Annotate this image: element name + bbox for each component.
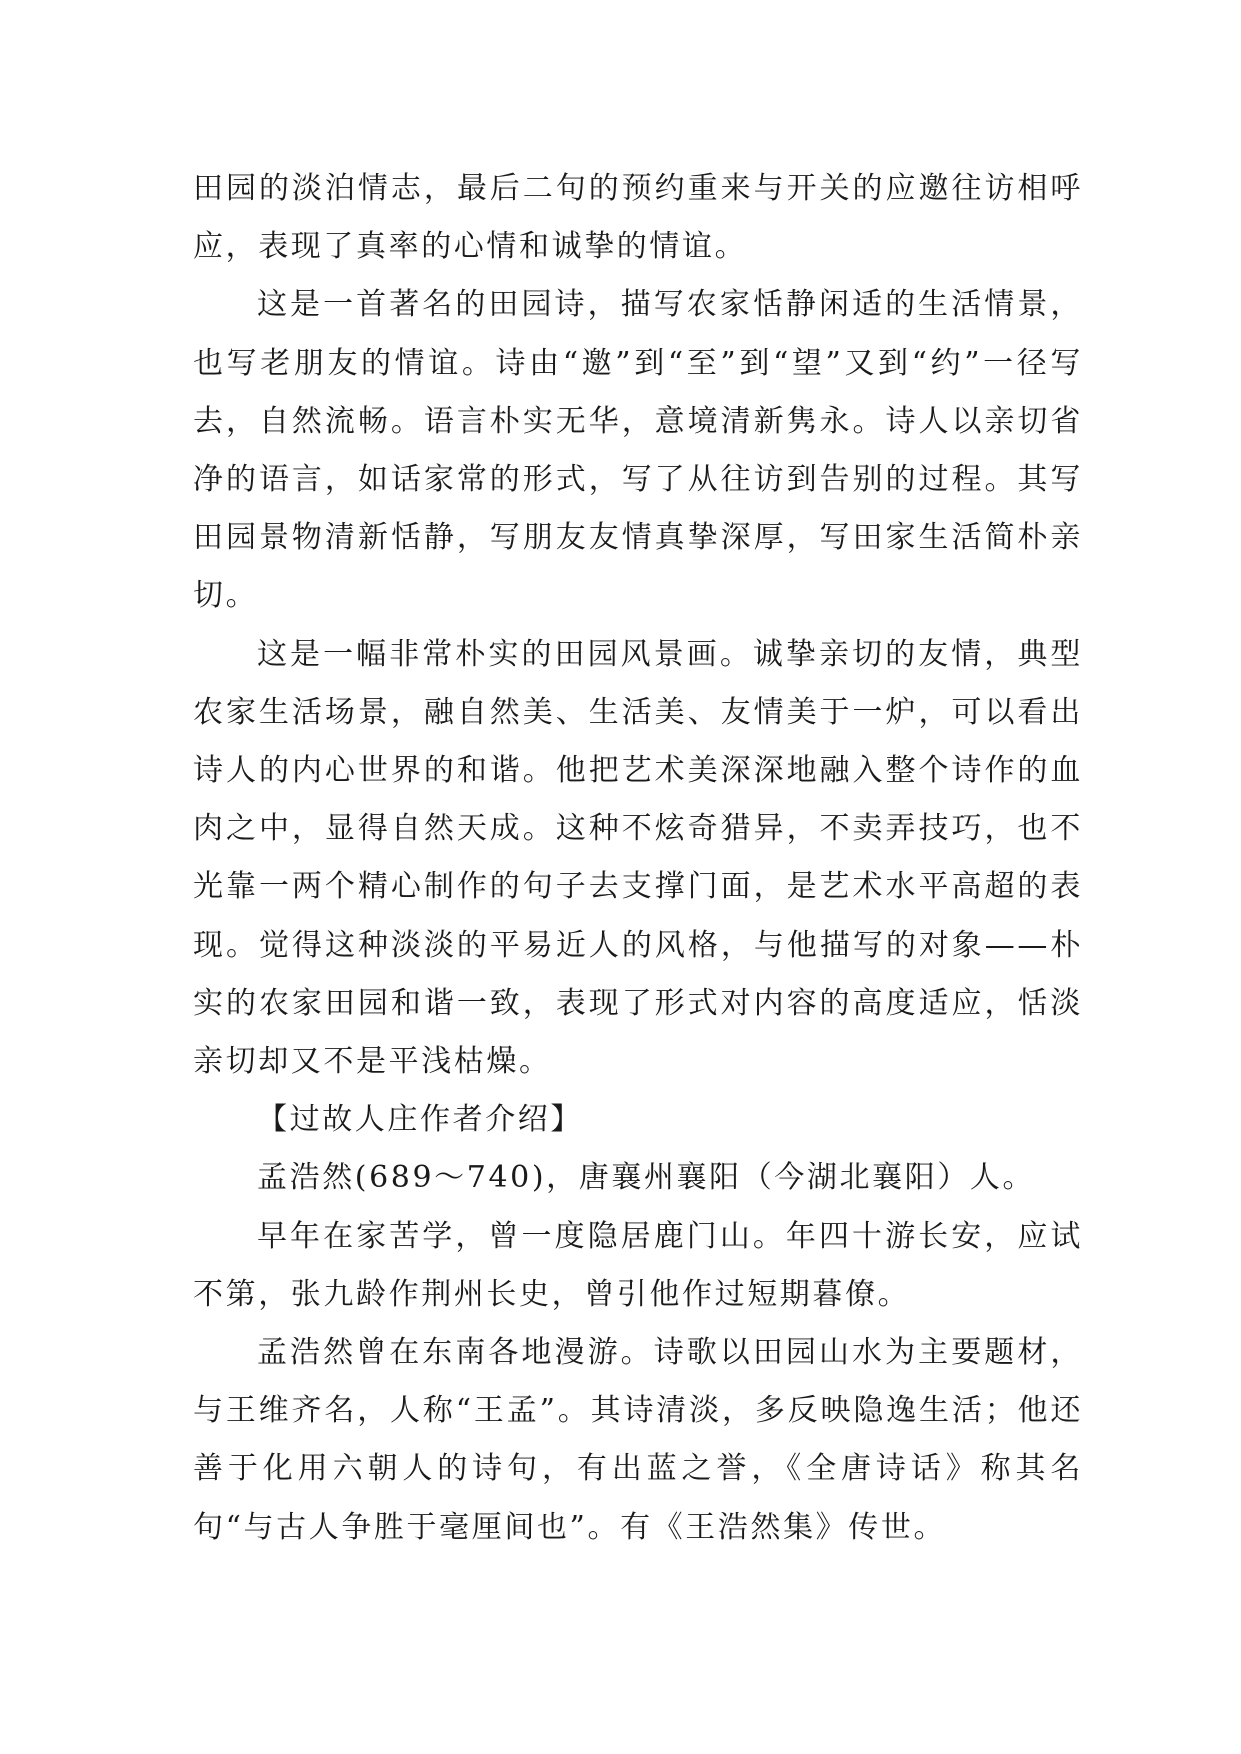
paragraph-poem-overview: 这是一首著名的田园诗，描写农家恬静闲适的生活情景，也写老朋友的情谊。诗由“邀”到“至”到“望”又到“约”一径写去，自然流畅。语言朴实无华，意境清新隽永。诗人以亲切省净的语言，如话家常的形式，写了从往访到告别的过程。其写田园景物清新恬静，写朋友友情真挚深厚，写田家生活简朴亲切。: [193, 287, 1083, 614]
paragraph-author-works: 孟浩然曾在东南各地漫游。诗歌以田园山水为主要题材，与王维齐名，人称“王孟”。其诗清淡，多反映隐逸生活；他还善于化用六朝人的诗句，有出蓝之誉，《全唐诗话》称其名句“与古人争胜于毫厘间也”。有《王浩然集》传世。: [193, 1335, 1083, 1545]
section-heading-author: 【过故人庄作者介绍】: [257, 1102, 583, 1138]
paragraph-poem-appreciation: 这是一幅非常朴实的田园风景画。诚挚亲切的友情，典型农家生活场景，融自然美、生活美、友情美于一炉，可以看出诗人的内心世界的和谐。他把艺术美深深地融入整个诗作的血肉之中，显得自然天成。这种不炫奇猎异，不卖弄技巧，也不光靠一两个精心制作的句子去支撑门面，是艺术水平高超的表现。觉得这种淡淡的平易近人的风格，与他描写的对象——朴实的农家田园和谐一致，表现了形式对内容的高度适应，恬淡亲切却又不是平浅枯燥。: [193, 636, 1083, 1080]
paragraph-author-early-life: 早年在家苦学，曾一度隐居鹿门山。年四十游长安，应试不第，张九龄作荆州长史，曾引他作过短期暮僚。: [193, 1218, 1083, 1312]
article-body: [193, 160, 1083, 1557]
paragraph-author-origin: 孟浩然(689～740)，唐襄州襄阳（今湖北襄阳）人。: [257, 1160, 1036, 1196]
paragraph-continuation: 田园的淡泊情志，最后二句的预约重来与开关的应邀往访相呼应，表现了真率的心情和诚挚的情谊。: [193, 171, 1083, 265]
